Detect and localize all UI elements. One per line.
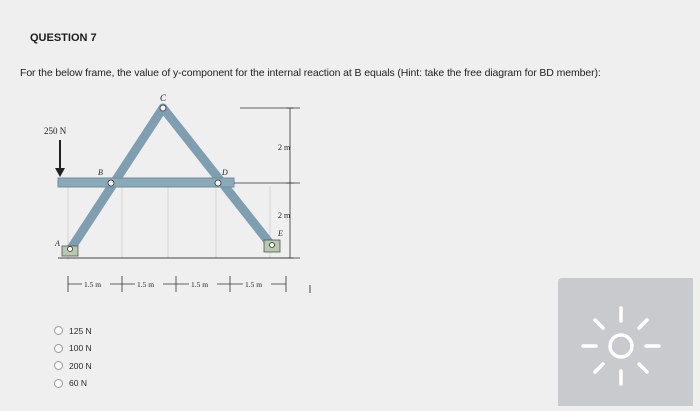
brightness-widget[interactable] xyxy=(558,278,693,406)
question-text: For the below frame, the value of y-component for the internal reaction at B equals (Hint: take the free diagram for BD member): xyxy=(20,67,601,79)
brightness-sun-icon xyxy=(558,278,693,406)
radio-button[interactable] xyxy=(54,379,63,388)
label-c: C xyxy=(160,93,167,103)
option-60n[interactable] xyxy=(54,375,92,393)
member-bd xyxy=(58,178,234,187)
pin-d xyxy=(215,180,221,186)
option-label: 200 N xyxy=(69,360,92,371)
label-a: A xyxy=(55,239,60,248)
answer-options xyxy=(54,322,92,392)
option-label: 125 N xyxy=(69,325,92,336)
dim-horizontal-3: 1.5 m xyxy=(191,280,209,289)
label-d: D xyxy=(222,168,228,177)
dim-horizontal-1: 1.5 m xyxy=(84,280,102,289)
option-200n[interactable] xyxy=(54,357,92,375)
support-e xyxy=(264,240,280,252)
radio-button[interactable] xyxy=(54,361,63,370)
dim-horizontal-4: 1.5 m xyxy=(245,280,263,289)
option-100n[interactable] xyxy=(54,340,92,358)
question-title: QUESTION 7 xyxy=(30,32,97,44)
pin-b xyxy=(108,180,114,186)
dim-horizontal-2: 1.5 m xyxy=(137,280,155,289)
radio-button[interactable] xyxy=(54,326,63,335)
support-a xyxy=(62,246,78,256)
load-label: 250 N xyxy=(44,126,67,136)
member-ce xyxy=(163,108,272,246)
dim-vertical-top: 2 m xyxy=(278,143,291,152)
option-label: 100 N xyxy=(69,343,92,354)
option-label: 60 N xyxy=(69,378,87,389)
label-e: E xyxy=(278,229,283,238)
load-arrow xyxy=(55,140,65,177)
option-125n[interactable] xyxy=(54,322,92,340)
dim-vertical-bottom: 2 m xyxy=(278,211,291,220)
label-b: B xyxy=(98,168,103,177)
pin-c xyxy=(160,105,166,111)
radio-button[interactable] xyxy=(54,344,63,353)
